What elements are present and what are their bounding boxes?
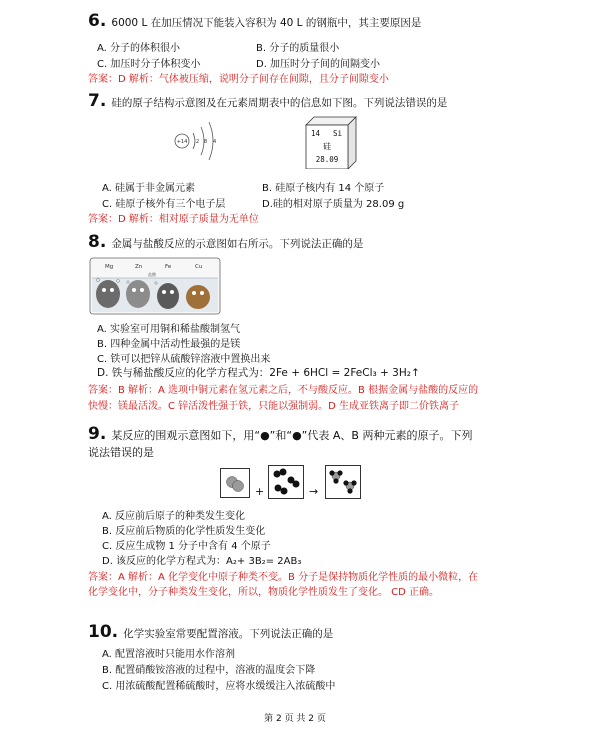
question-8 [88, 232, 363, 252]
metal-label-zn: Zn [135, 264, 143, 270]
option-a: A. 硅属于非金属元素 [102, 183, 196, 194]
option-b: B. 配置硝酸铵溶液的过程中，溶液的温度会下降 [102, 665, 316, 676]
option-d: D. 铁与稀盐酸反应的化学方程式为：2Fe + 6HCl = 2FeCl₃ + 3H₂↑ [97, 367, 420, 379]
a2-molecule-icon [221, 469, 249, 497]
element-symbol: Si [333, 129, 343, 138]
reactant-box-b2 [268, 465, 304, 499]
question-number: 10. [88, 622, 119, 642]
b2-molecules-icon [269, 466, 303, 498]
atomic-mass: 28.09 [315, 155, 339, 164]
shell-3-electrons: 4 [213, 139, 217, 145]
reaction-arrow: → [309, 485, 319, 498]
answer-explanation-line-1: 答案：A 解析：A 化学变化中原子种类不变。B 分子是保持物质化学性质的最小微粒，在 [88, 572, 479, 583]
element-name: 硅 [323, 142, 331, 151]
option-c: C. 反应生成物 1 分子中含有 4 个原子 [102, 541, 271, 552]
question-7 [88, 91, 447, 111]
metal-label-mg: Mg [105, 264, 114, 270]
question-number: 9. [88, 424, 107, 444]
answer-explanation: 答案：D 解析：相对原子质量为无单位 [88, 214, 259, 225]
question-6 [88, 11, 421, 31]
question-text: 金属与盐酸反应的示意图如右所示。下列说法正确的是 [111, 238, 364, 250]
metal-label-cu: Cu [195, 264, 203, 270]
answer-explanation-line-2: 快慢：镁最活泼。C 锌活泼性强于铁，只能以强制弱。D 生成亚铁离子即二价铁离子 [88, 401, 460, 412]
ab3-molecules-icon [326, 466, 360, 498]
option-b: B. 分子的质量很小 [256, 43, 340, 54]
atom-structure-diagram [170, 116, 230, 166]
metal-label-fe: Fe [165, 264, 172, 270]
option-d: D. 该反应的化学方程式为：A₂+ 3B₂= 2AB₃ [102, 556, 302, 567]
option-b: B. 四种金属中活动性最强的是镁 [97, 339, 241, 350]
question-text: 硅的原子结构示意图及在元素周期表中的信息如下图。下列说法错误的是 [111, 97, 448, 109]
plus-sign: + [255, 485, 265, 498]
option-c: C. 硅原子核外有三个电子层 [102, 199, 226, 210]
option-a: A. 分子的体积很小 [97, 43, 181, 54]
option-c: C. 铁可以把锌从硫酸锌溶液中置换出来 [97, 354, 271, 365]
atomic-number: 14 [311, 129, 321, 138]
option-a: A. 配置溶液时只能用水作溶剂 [102, 649, 236, 660]
shell-2-electrons: 8 [204, 139, 208, 145]
question-text: 6000 L 在加压情况下能装入容积为 40 L 的钢瓶中，其主要原因是 [111, 17, 422, 29]
nucleus-charge: +14 [176, 139, 188, 145]
question-10 [88, 622, 333, 642]
answer-explanation-line-2: 化学变化中，分子种类发生变化，所以，物质化学性质发生了变化。 CD 正确。 [88, 587, 440, 598]
option-c: C. 用浓硫酸配置稀硫酸时，应将水缓缓注入浓硫酸中 [102, 681, 336, 692]
answer-explanation: 答案：D 解析：气体被压缩，说明分子间存在间隙，且分子间隙变小 [88, 74, 389, 85]
periodic-table-cell-si [302, 115, 358, 169]
reactant-box-a2 [220, 468, 250, 498]
question-number: 7. [88, 91, 107, 111]
question-text: 化学实验室常要配置溶液。下列说法正确的是 [123, 628, 334, 640]
page-footer: 第 2 页 共 2 页 [264, 714, 326, 724]
answer-explanation-line-1: 答案：B 解析：A 选项中铜元素在氢元素之后，不与酸反应。B 根据金属与盐酸的反应的 [88, 385, 479, 396]
product-box-ab3 [325, 465, 361, 499]
question-9 [88, 424, 472, 444]
option-a: A. 实验室可用铜和稀盐酸制氢气 [97, 324, 241, 335]
option-b: B. 硅原子核内有 14 个原子 [262, 183, 385, 194]
question-number: 8. [88, 232, 107, 252]
shell-1-electrons: 2 [196, 139, 200, 145]
question-text-line-2: 说法错误的是 [88, 446, 154, 459]
option-c: C. 加压时分子体积变小 [97, 59, 201, 70]
question-number: 6. [88, 11, 107, 31]
question-text-line-1: 某反应的围观示意图如下，用“●”和“●”代表 A、B 两种元素的原子。下列 [111, 429, 473, 442]
option-d: D.硅的相对原子质量为 28.09 g [262, 199, 405, 210]
option-b: B. 反应前后物质的化学性质发生变化 [102, 526, 266, 537]
option-a: A. 反应前后原子的种类发生变化 [102, 511, 246, 522]
metal-acid-illustration [88, 256, 222, 316]
option-d: D. 加压时分子间的间隔变小 [256, 59, 381, 70]
acid-label: 盐酸 [148, 272, 156, 277]
